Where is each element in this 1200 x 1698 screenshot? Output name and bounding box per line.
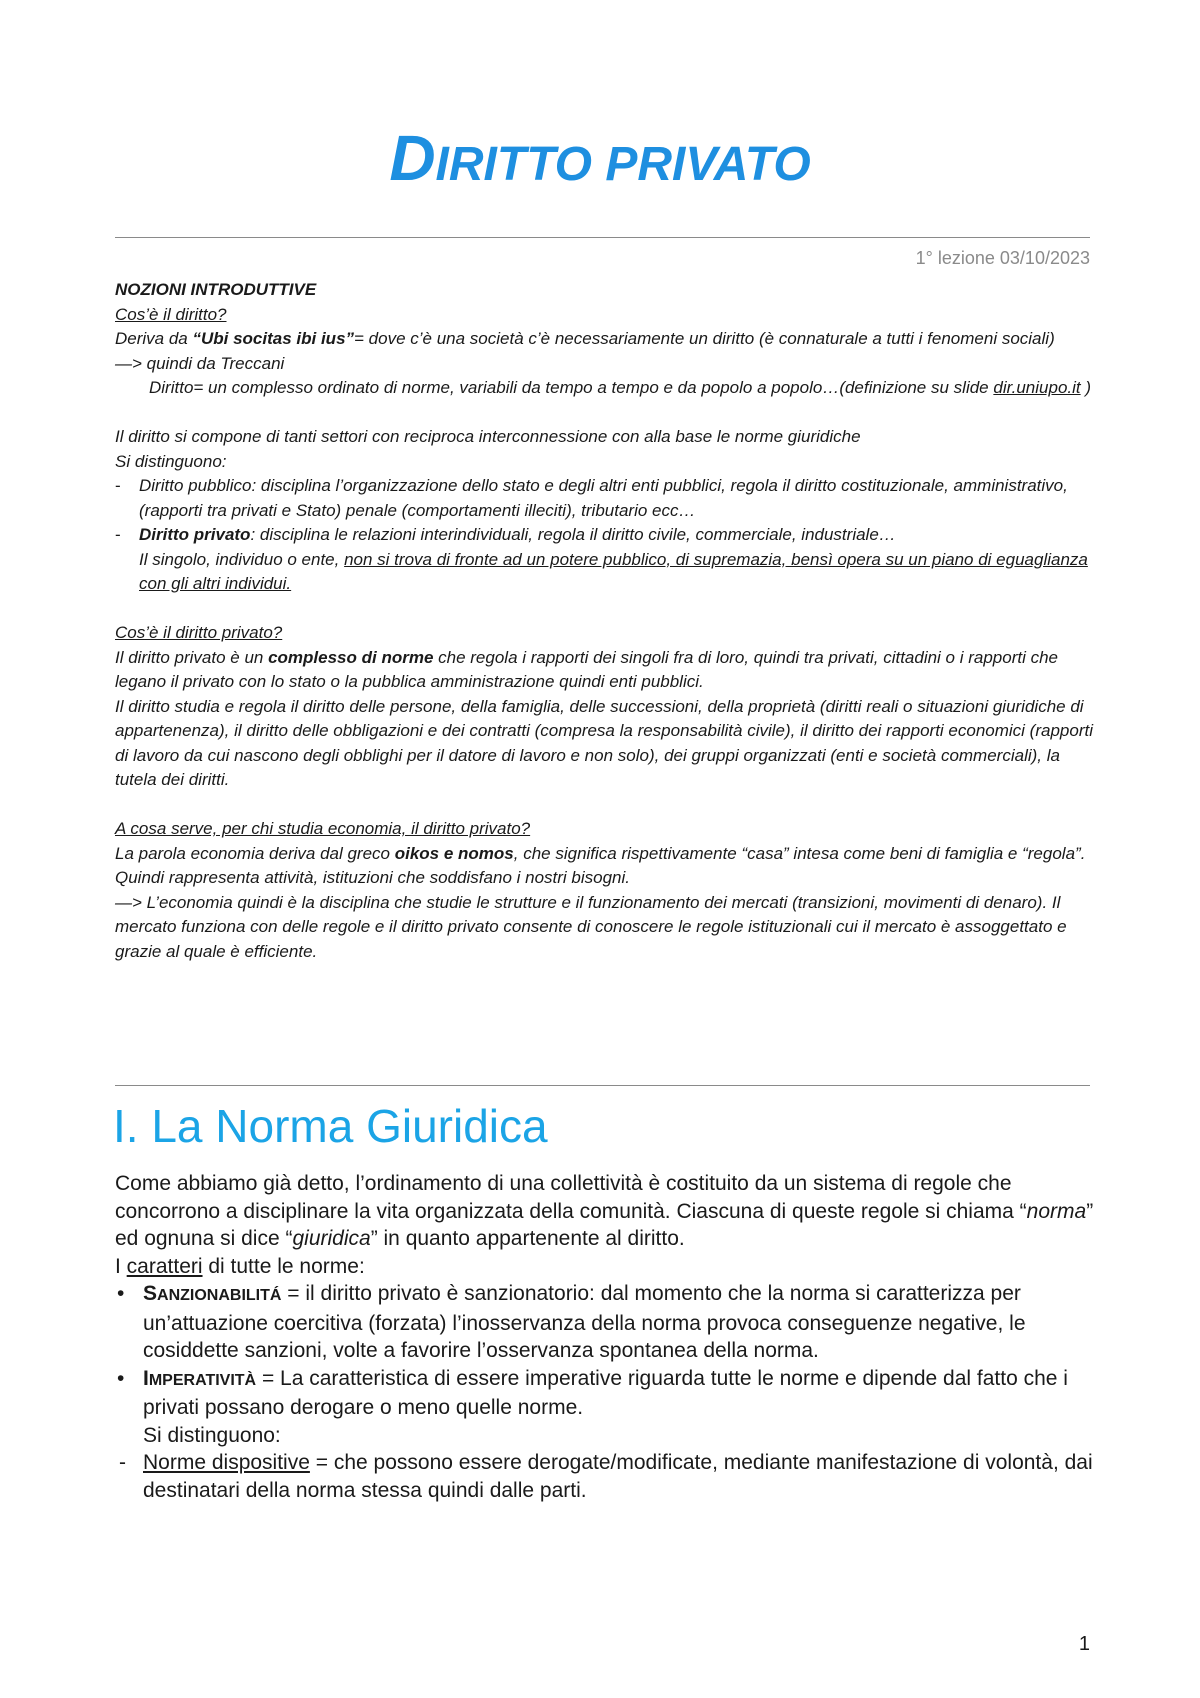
text-span: = dove c’è una società c’è necessariamente un diritto (è connaturale a tutti i fenomeni sociali) <box>354 329 1055 348</box>
text-span: La parola economia deriva dal greco <box>115 843 395 863</box>
italic-term: giuridica <box>292 1227 371 1250</box>
section-paragraph-2 <box>115 1253 1095 1281</box>
private-law-term: Diritto privato <box>139 525 251 544</box>
intro-paragraph-8 <box>115 842 1095 891</box>
intro-paragraph-4: Il diritto si compone di tanti settori con reciproca interconnessione con alla base le norme giuridiche <box>115 427 861 446</box>
text-span: Il singolo, individuo o ente, <box>139 549 345 569</box>
bullet-text: = il diritto privato è sanzionatorio: dal momento che la norma si caratterizza per un’attuazione coercitiva (forzata) l’inosservanza della norma provoca conseguenze negative, le cosiddette sanzioni, volte a favorire l’osservanza spontanea della norma. <box>143 1282 1026 1362</box>
page-number: 1 <box>1078 1633 1090 1655</box>
list-item-text: : disciplina le relazioni interindividuali, regola il diritto civile, commerciale, industriale… <box>250 525 896 544</box>
top-divider <box>115 237 1090 238</box>
title-first-letter: D <box>389 122 436 194</box>
bullet-marker: • <box>117 1282 125 1305</box>
text-span: , che significa rispettivamente “casa” intesa come beni di famiglia e “regola”. Quindi rappresenta attività, istituzioni che soddisfano i nostri bisogni. <box>115 843 1086 887</box>
title-rest: IRITTO PRIVATO <box>435 138 811 191</box>
dash-item-norme-dispositive <box>115 1449 1095 1504</box>
intro-paragraph-5: Si distinguono: <box>115 451 227 471</box>
spacer <box>115 401 1095 426</box>
bullet-marker: • <box>117 1366 125 1390</box>
term-initial: I <box>143 1366 149 1390</box>
dash-marker: - <box>115 525 121 544</box>
bullet-text: = La caratteristica di essere imperative riguarda tutte le norme e dipende dal fatto che i privati possano derogare o meno quelle norme. <box>143 1366 1068 1419</box>
text-span: che regola i rapporti dei singoli fra di loro, quindi tra privati, cittadini o i rapporti che legano il privato con lo stato o la pubblica amministrazione quindi enti pubblici. <box>115 647 1059 691</box>
intro-paragraph-9: —> L’economia quindi è la disciplina che studie le strutture e il funzionamento dei mercati (transizioni, movimenti di denaro). Il mercato funziona con delle regole e il diritto privato consente di conoscere le regole istituzionali cui il mercato è assoggettato e grazie al quale è efficiente. <box>115 892 1067 961</box>
list-item-private-law <box>115 523 1095 597</box>
bullet-sanzionabilita <box>115 1280 1095 1365</box>
text-span: ) <box>1080 378 1092 397</box>
text-span: ” ed ognuna si dice “ <box>115 1199 1094 1250</box>
text-span: I <box>115 1254 127 1278</box>
small-caps-term <box>143 1282 281 1305</box>
bullet-subtext: Si distinguono: <box>143 1423 281 1447</box>
spacer <box>115 793 1095 818</box>
text-span: Diritto= un complesso ordinato di norme, variabili da tempo a tempo e da popolo a popolo…(definizione su slide <box>149 378 994 397</box>
question-diritto-privato: Cos’è il diritto privato? <box>115 623 283 642</box>
term-rest: ANZIONABILITÁ <box>157 1287 282 1304</box>
term-initial: S <box>143 1282 158 1305</box>
text-span: Deriva da <box>115 329 193 348</box>
slide-link[interactable]: dir.uniupo.it <box>993 378 1081 397</box>
latin-quote: “Ubi socitas ibi ius” <box>192 329 355 348</box>
dash-item-text: = che possono essere derogate/modificate, mediante manifestazione di volontà, dai destinatari della norma stessa quindi dalle parti. <box>143 1451 1093 1502</box>
question-diritto: Cos’è il diritto? <box>115 304 227 324</box>
term-rest: MPERATIVITÀ <box>148 1371 257 1389</box>
section-divider <box>115 1085 1090 1086</box>
small-caps-term <box>143 1367 256 1390</box>
spacer <box>115 597 1095 622</box>
question-economia: A cosa serve, per chi studia economia, il diritto privato? <box>115 819 531 838</box>
underlined-term: caratteri <box>126 1254 203 1278</box>
document-title <box>0 122 1200 195</box>
section-title: I. La Norma Giuridica <box>113 1100 548 1152</box>
text-span: ” in quanto appartenente al diritto. <box>370 1227 685 1250</box>
bold-term: complesso di norme <box>268 647 434 667</box>
text-span: Come abbiamo già detto, l’ordinamento di una collettività è costituito da un sistema di regole che concorrono a disciplinare la vita organizzata della comunità. Ciascuna di queste regole si chiama “ <box>115 1172 1027 1223</box>
underlined-text: non si trova di fronte ad un potere pubblico, di supremazia, bensì opera su un piano di eguaglianza con gli altri individui. <box>139 549 1088 593</box>
dash-marker: - <box>119 1451 126 1474</box>
text-span: di tutte le norme: <box>202 1254 365 1278</box>
underlined-term: Norme dispositive <box>143 1451 310 1474</box>
lesson-date: 1° lezione 03/10/2023 <box>915 248 1090 268</box>
list-item-public-law <box>115 474 1095 523</box>
intro-paragraph-7: Il diritto studia e regola il diritto delle persone, della famiglia, delle successioni, della proprietà (diritti reali o situazioni giuridiche di appartenenza), il diritto delle obbligazioni e dei contratti (compresa la responsabilità civile), il diritto dei rapporti economici (rapporti di lavoro da cui nascono degli obblighi per il datore di lavoro e non solo), dei gruppi organizzati (enti e società commerciali), la tutela dei diritti. <box>115 696 1093 789</box>
intro-heading: NOZIONI INTRODUTTIVE <box>115 280 317 299</box>
italic-term: norma <box>1026 1199 1087 1223</box>
intro-definition <box>115 376 1095 401</box>
intro-paragraph-6 <box>115 646 1095 695</box>
dash-marker: - <box>115 476 121 495</box>
intro-section <box>115 278 1095 964</box>
section-paragraph-1 <box>115 1170 1095 1253</box>
intro-paragraph-2: —> quindi da Treccani <box>115 353 285 373</box>
text-span: Il diritto privato è un <box>115 647 269 667</box>
list-item-text: Diritto pubblico: disciplina l’organizzazione dello stato e degli altri enti pubblici, regola il diritto costituzionale, amministrativo, (rapporti tra privati e Stato) penale (comportamenti illeciti), tributario ecc… <box>139 476 1068 520</box>
section-body <box>115 1170 1095 1504</box>
intro-paragraph-1 <box>115 327 1095 352</box>
bold-term: oikos e nomos <box>394 843 514 863</box>
bullet-imperativita <box>115 1365 1095 1450</box>
